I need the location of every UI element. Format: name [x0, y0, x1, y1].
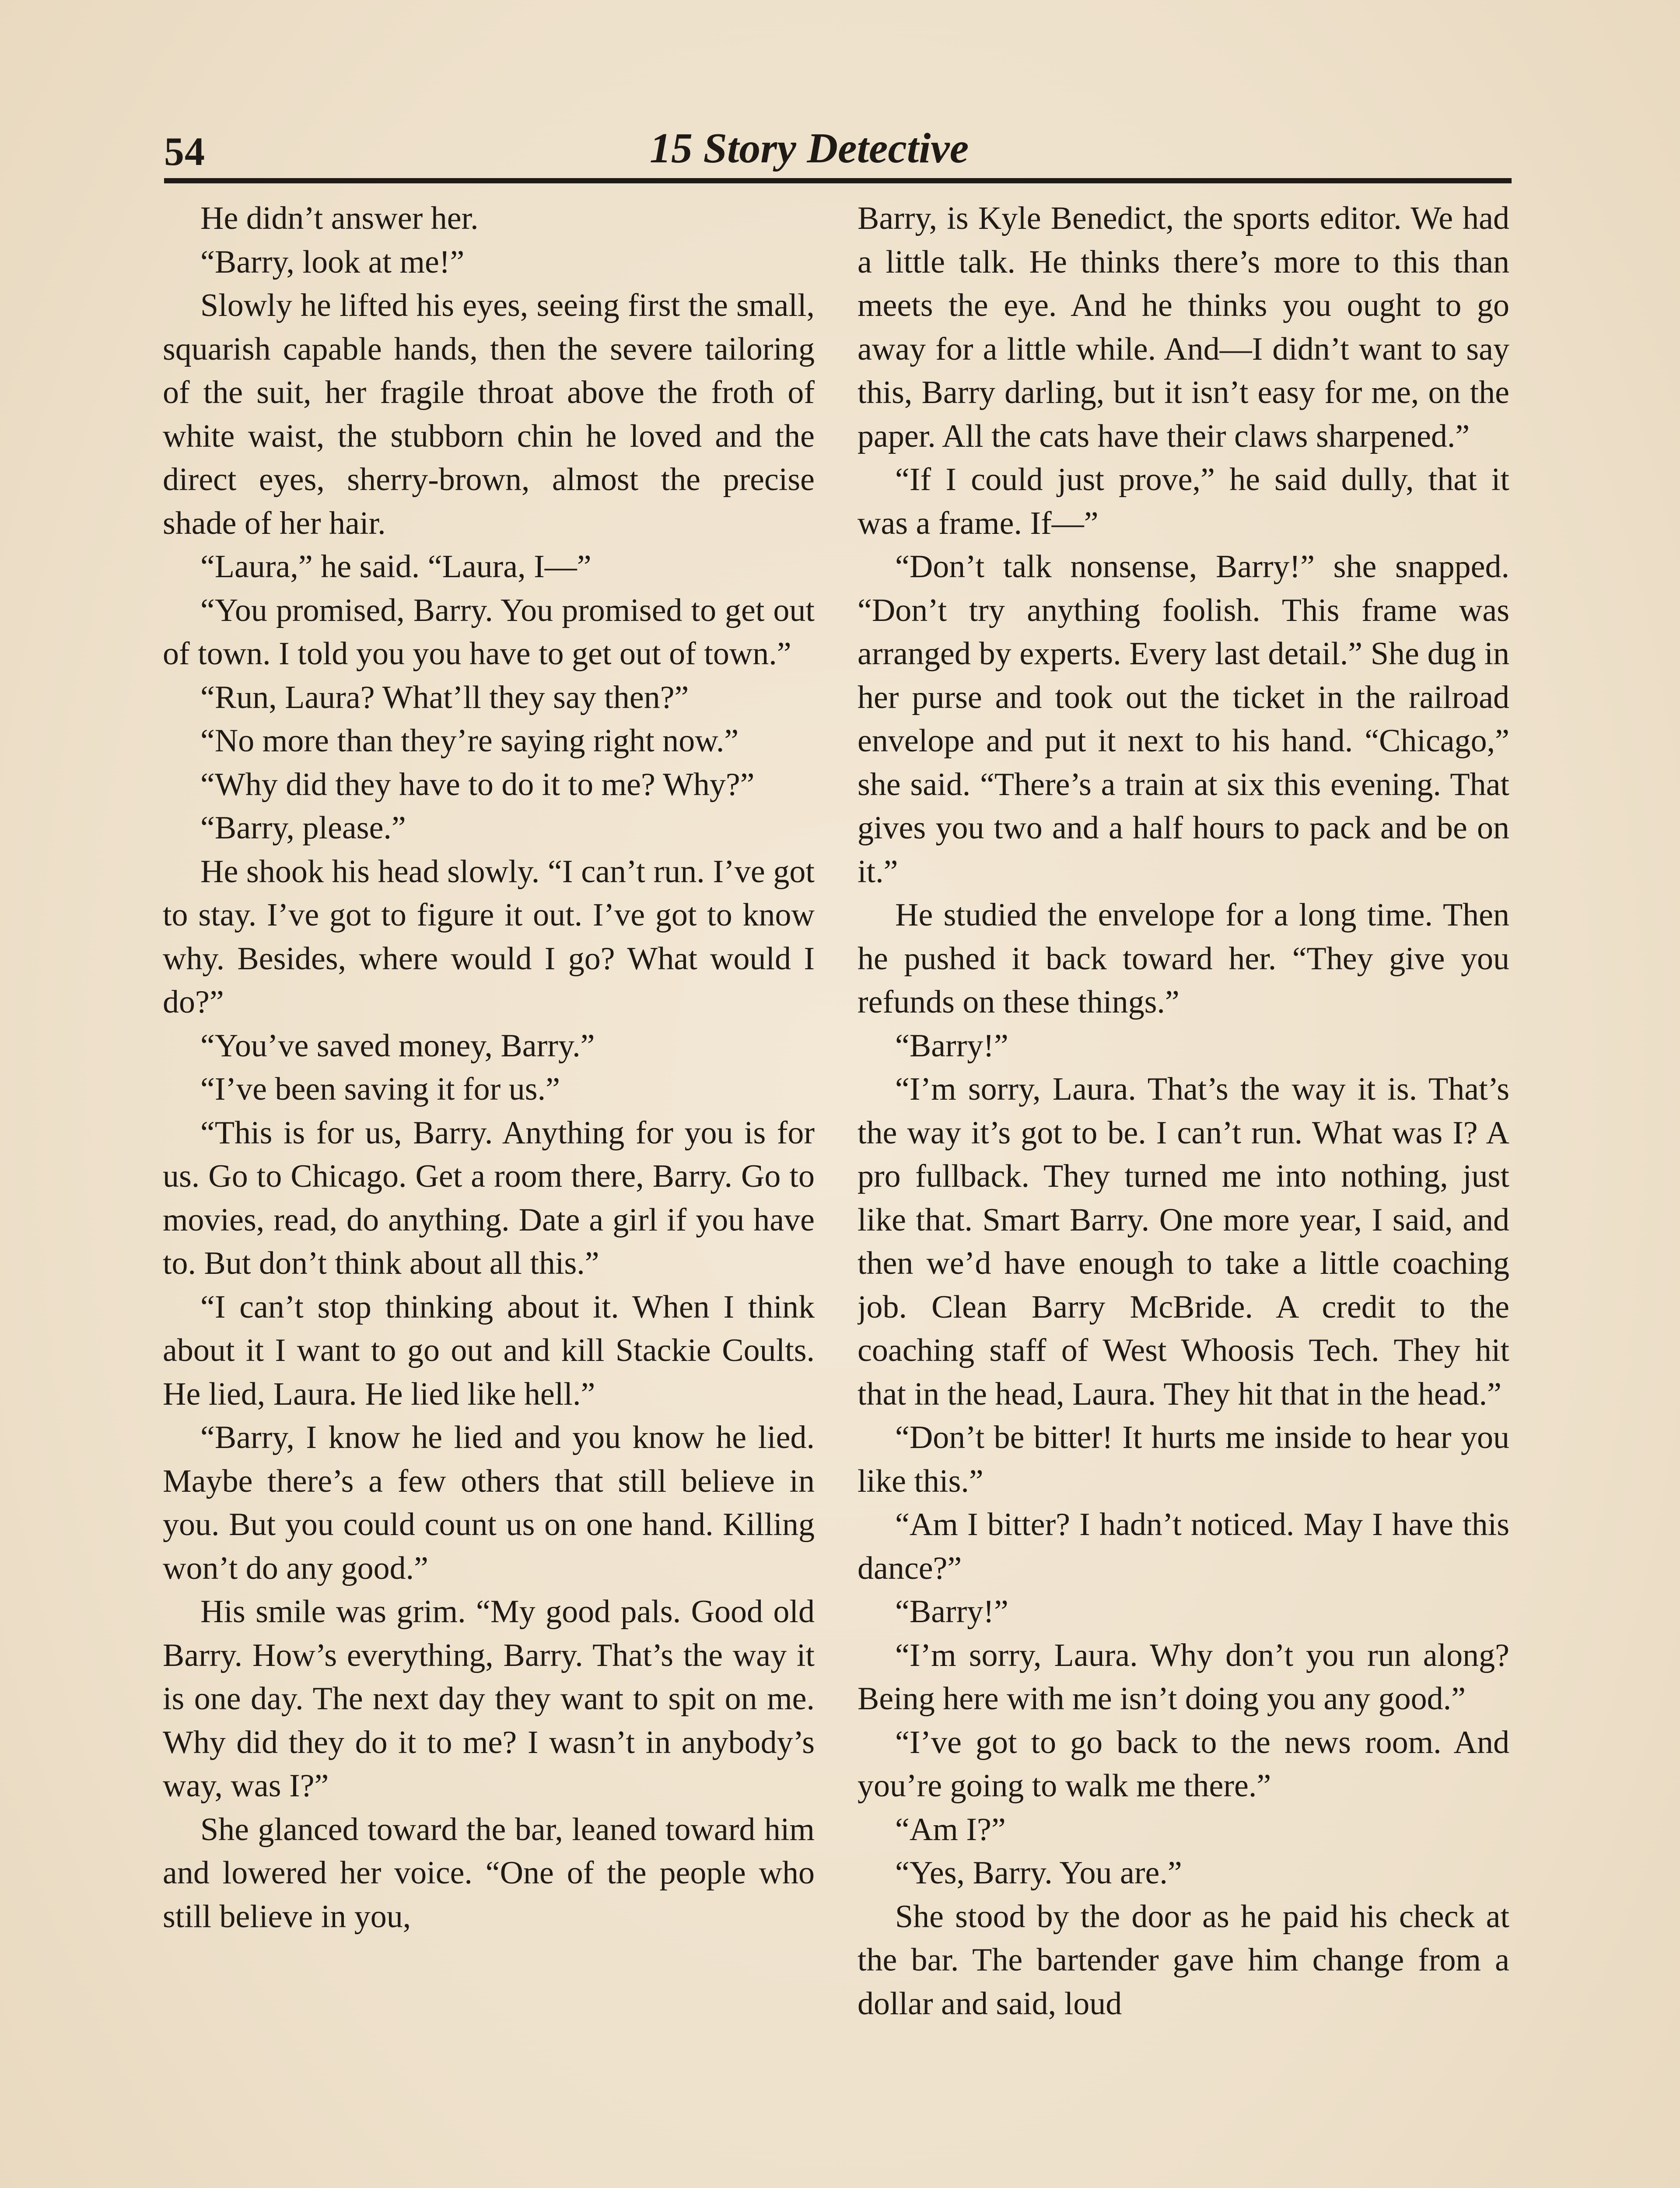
- paragraph: She stood by the door as he paid his check at the bar. The bartender gave him change from a dollar and said, loud: [858, 1898, 1509, 2022]
- paragraph: Slowly he lifted his eyes, seeing first the small, squarish capable hands, then the severe tailoring of the suit, her fragile throat above the froth of white waist, the stubborn chin he loved and the direct eyes, sherry-brown, almost the precise shade of her hair.: [163, 288, 815, 541]
- paragraph: “Am I?”: [895, 1811, 1006, 1848]
- paragraph: “Yes, Barry. You are.”: [895, 1855, 1182, 1891]
- magazine-title: 15 Story Detective: [650, 125, 969, 172]
- paragraph: “This is for us, Barry. Anything for you is for us. Go to Chicago. Get a room there, Barry. Go to movies, read, do anything. Date a girl if you have to. But don’t think about all this.”: [163, 1115, 815, 1281]
- paragraph: “Don’t be bitter! It hurts me inside to hear you like this.”: [858, 1420, 1509, 1499]
- paragraph: “Laura,” he said. “Laura, I—”: [200, 549, 592, 585]
- page-header: [164, 120, 1512, 186]
- paragraph: “Run, Laura? What’ll they say then?”: [200, 679, 689, 715]
- paragraph: “I’ve got to go back to the news room. And you’re going to walk me there.”: [858, 1724, 1509, 1804]
- paragraph: “No more than they’re saying right now.”: [200, 723, 739, 759]
- paragraph: “You promised, Barry. You promised to get out of town. I told you you have to get out of town.”: [163, 592, 815, 672]
- paragraph: “I’m sorry, Laura. That’s the way it is. That’s the way it’s got to be. I can’t run. What was I? A pro fullback. They turned me into nothing, just like that. Smart Barry. One more year, I said, and then we’d have enough to take a little coaching job. Clean Barry McBride. A credit to the coaching staff of West Whoosis Tech. They hit that in the head, Laura. They hit that in the head.”: [858, 1071, 1509, 1412]
- page-number: 54: [164, 129, 205, 174]
- paragraph: “I’m sorry, Laura. Why don’t you run along? Being here with me isn’t doing you any good.”: [858, 1637, 1509, 1717]
- paragraph: “If I could just prove,” he said dully, that it was a frame. If—”: [858, 462, 1509, 541]
- paragraph: “Am I bitter? I hadn’t noticed. May I have this dance?”: [858, 1507, 1509, 1586]
- left-column: [163, 197, 815, 2188]
- paragraph: “Barry!”: [895, 1027, 1008, 1064]
- paragraph: “Barry, I know he lied and you know he lied. Maybe there’s a few others that still believe in you. But you could count us on one hand. Killing won’t do any good.”: [163, 1420, 815, 1586]
- paragraph: She glanced toward the bar, leaned toward him and lowered her voice. “One of the people who still believe in you,: [163, 1811, 815, 1935]
- paragraph: His smile was grim. “My good pals. Good old Barry. How’s everything, Barry. That’s the way it is one day. The next day they want to spit on me. Why did they do it to me? I wasn’t in anybody’s way, was I?”: [163, 1594, 815, 1804]
- paragraph: He didn’t answer her.: [200, 200, 479, 236]
- paragraph: “Barry, please.”: [200, 810, 406, 846]
- right-column: [858, 197, 1509, 2188]
- paragraph: “You’ve saved money, Barry.”: [200, 1027, 595, 1064]
- paragraph: He shook his head slowly. “I can’t run. I’ve got to stay. I’ve got to figure it out. I’ve got to know why. Besides, where would I go? What would I do?”: [163, 853, 815, 1020]
- paragraph: “I’ve been saving it for us.”: [200, 1071, 560, 1107]
- paragraph: “Barry!”: [895, 1594, 1008, 1630]
- paragraph: “I can’t stop thinking about it. When I think about it I want to go out and kill Stackie Coults. He lied, Laura. He lied like hell.”: [163, 1289, 815, 1412]
- paragraph: Barry, is Kyle Benedict, the sports editor. We had a little talk. He thinks there’s more to this than meets the eye. And he thinks you ought to go away for a little while. And—I didn’t want to say this, Barry darling, but it isn’t easy for me, on the paper. All the cats have their claws sharpened.”: [858, 200, 1509, 454]
- paragraph: “Barry, look at me!”: [200, 244, 465, 280]
- paragraph: “Why did they have to do it to me? Why?”: [200, 766, 755, 803]
- header-rule: [164, 178, 1512, 183]
- paragraph: He studied the envelope for a long time. Then he pushed it back toward her. “They give you refunds on these things.”: [858, 897, 1509, 1020]
- paragraph: “Don’t talk nonsense, Barry!” she snapped. “Don’t try anything foolish. This frame was arranged by experts. Every last detail.” She dug in her purse and took out the ticket in the railroad envelope and put it next to his hand. “Chicago,” she said. “There’s a train at six this evening. That gives you two and a half hours to pack and be on it.”: [858, 549, 1509, 890]
